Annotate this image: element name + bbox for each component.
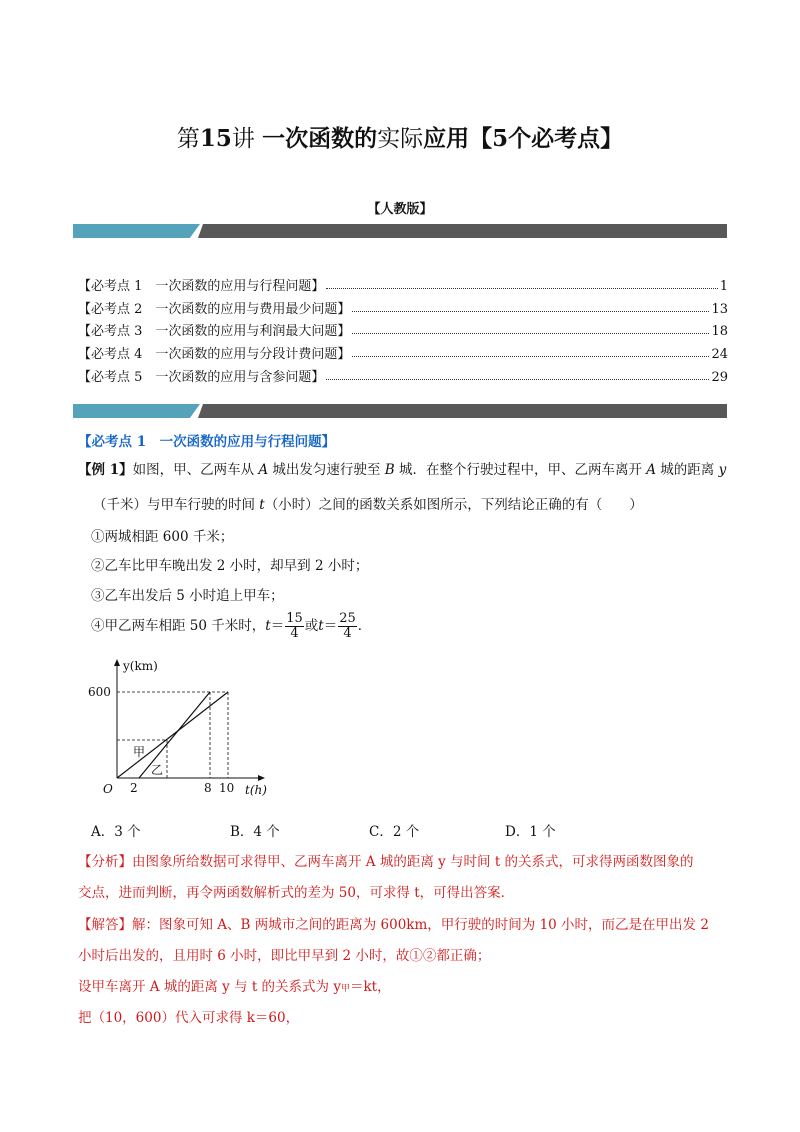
example-line-1: 【例 1】如图，甲、乙两车从 A 城出发匀速行驶至 B 城．在整个行驶过程中，甲、乙两车离开 A 城的距离 y <box>78 462 727 478</box>
section-heading: 【必考点 1 一次函数的应用与行程问题】 <box>78 434 336 450</box>
analysis-line-1: 【分析】由图象所给数据可求得甲、乙两车离开 A 城的距离 y 与时间 t 的关系式，可求得两函数图象的 <box>78 854 694 870</box>
toc-item-3[interactable]: 【必考点 3 一次函数的应用与利润最大问题】 18 <box>78 324 728 340</box>
fraction-25-4: $\frac{25}{4}$ <box>339 611 356 641</box>
y-tick-600: 600 <box>88 685 111 699</box>
table-of-contents <box>78 271 728 385</box>
label-jia: 甲 <box>133 745 146 759</box>
x-tick-8: 8 <box>204 781 212 795</box>
y-axis-arrow <box>114 659 120 666</box>
page-title: 第15讲 一次函数的实际应用【5个必考点】 <box>176 125 624 152</box>
statement-3: ③乙车出发后 5 小时追上甲车； <box>91 588 284 604</box>
toc-item-2[interactable]: 【必考点 2 一次函数的应用与费用最少问题】 13 <box>78 301 728 317</box>
distance-time-graph <box>85 655 275 805</box>
x-axis-label: t(h) <box>245 783 267 797</box>
analysis-line-2: 交点，进而判断，再令两函数解析式的差为 50，可求得 t，可得出答案． <box>78 885 515 901</box>
answer-line-4: 把（10，600）代入可求得 k＝60， <box>78 1010 300 1026</box>
x-axis-arrow <box>258 775 265 781</box>
statement-2: ②乙车比甲车晚出发 2 小时，却早到 2 小时； <box>91 558 369 574</box>
x-tick-10: 10 <box>219 781 235 795</box>
divider-bar-section <box>73 404 727 418</box>
answer-line-2: 小时后出发的，且用时 6 小时，即比甲早到 2 小时，故①②都正确； <box>78 948 491 964</box>
toc-item-4[interactable]: 【必考点 4 一次函数的应用与分段计费问题】 24 <box>78 347 728 363</box>
line-jia <box>117 692 228 778</box>
x-tick-2: 2 <box>130 781 138 795</box>
statement-4: ④甲乙两车相距 50 千米时，t＝ $\frac{15}{4}$ 或t＝ $\frac{25}{4}$ ． <box>91 611 372 641</box>
option-c[interactable]: C．2 个 <box>369 824 420 840</box>
example-line-2: （千米）与甲车行驶的时间 t（小时）之间的函数关系如图所示，下列结论正确的有（ ） <box>93 497 643 513</box>
edition-label: 【人教版】 <box>367 202 433 217</box>
line-yi <box>139 692 210 778</box>
label-yi: 乙 <box>151 763 164 777</box>
toc-item-5[interactable]: 【必考点 5 一次函数的应用与含参问题】 29 <box>78 369 728 385</box>
answer-line-1: 【解答】解：图象可知 A、B 两城市之间的距离为 600km，甲行驶的时间为 10 小时，而乙是在甲出发 2 <box>78 917 709 933</box>
y-axis-label: y(km) <box>123 659 158 673</box>
option-a[interactable]: A．3 个 <box>91 824 141 840</box>
option-d[interactable]: D．1 个 <box>505 824 556 840</box>
answer-line-3: 设甲车离开 A 城的距离 y 与 t 的关系式为 y甲＝kt， <box>78 979 391 995</box>
toc-item-1[interactable]: 【必考点 1 一次函数的应用与行程问题】 1 <box>78 278 728 294</box>
divider-bar-top <box>73 224 727 238</box>
fraction-15-4: $\frac{15}{4}$ <box>286 611 303 641</box>
statement-1: ①两城相距 600 千米； <box>91 529 234 545</box>
option-b[interactable]: B．4 个 <box>230 824 280 840</box>
origin-label: O <box>103 782 113 796</box>
